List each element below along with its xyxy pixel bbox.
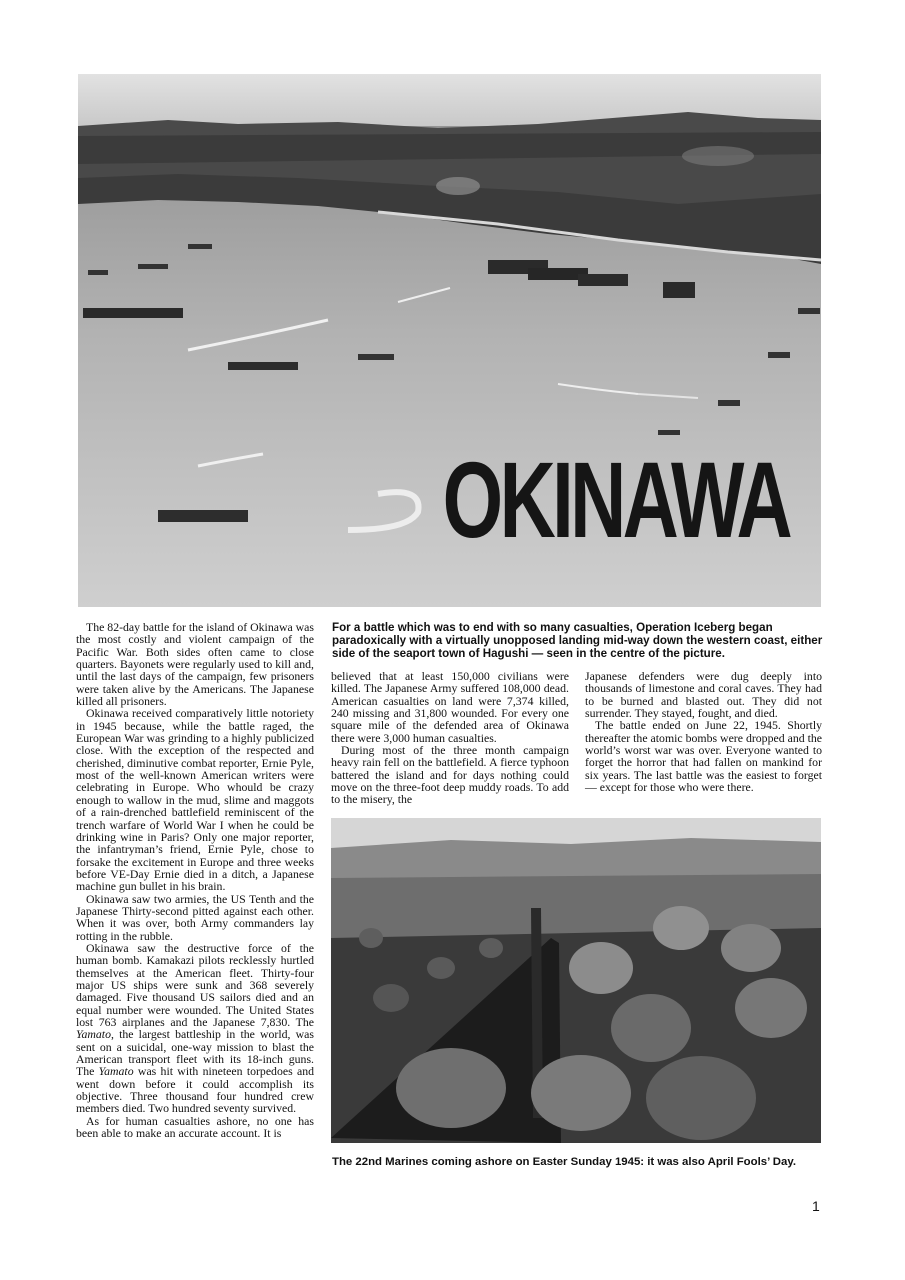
paragraph: During most of the three month campaign heavy rain fell on the battlefield. A fierce typhoon battered the island and for days nothing could move on the three-foot deep muddy roads. To add to the misery, the bbox=[331, 743, 569, 807]
paragraph: The battle ended on June 22, 1945. Shortly thereafter the atomic bombs were dropped and the world’s worst war was over. Everyone wanted to forget the horror that had fallen on mankind for six years. The last battle was the easiest to forget — except for those who were there. bbox=[585, 718, 822, 795]
marines-photo-caption: The 22nd Marines coming ashore on Easter Sunday 1945: it was also April Fools’ Day. bbox=[332, 1156, 796, 1168]
hero-photo-caption: For a battle which was to end with so many casualties, Operation Iceberg began paradoxically with a virtually unopposed landing mid-way down the western coast, either side of the seaport town of Hagushi — seen in the centre of the picture. bbox=[332, 621, 823, 660]
body-column-2 bbox=[331, 670, 569, 806]
paragraph: Okinawa saw two armies, the US Tenth and the Japanese Thirty-second pitted against each other. When it was over, both Army commanders lay rotting in the rubble. bbox=[76, 891, 314, 943]
paragraph-text: , the largest battleship in the world, was sent on a suicidal, one-way mission to blast the American transport fleet with its 18-inch guns. The bbox=[76, 1027, 314, 1079]
article-title: OKINAWA bbox=[442, 439, 789, 560]
marines-landing-photo bbox=[331, 818, 821, 1143]
body-column-3 bbox=[585, 670, 822, 793]
hero-photo bbox=[78, 74, 821, 607]
paragraph: As for human casualties ashore, no one has been able to make an accurate account. It is bbox=[76, 1113, 314, 1141]
ship-name: Yamato bbox=[76, 1027, 111, 1042]
paragraph-text: was hit with nineteen torpedoes and went down before it could accomplish its objective. Three thousand four hundred crew members died. Two hundred seventy survived. bbox=[76, 1064, 315, 1116]
body-column-1 bbox=[76, 621, 314, 1139]
paragraph: The 82-day battle for the island of Okinawa was the most costly and violent campaign of the Pacific War. Both sides often came to close quarters. Bayonets were regularly used to kill and, until the last days of the campaign, few prisoners were taken alive by the Americans. The Japanese killed all prisoners. bbox=[76, 620, 315, 709]
ship-name: Yamato bbox=[98, 1064, 134, 1079]
marines-landing-illustration bbox=[331, 818, 821, 1143]
page-number: 1 bbox=[812, 1198, 820, 1214]
paragraph: Japanese defenders were dug deeply into thousands of limestone and coral caves. They had to be burned and blasted out. They did not surrender. They stayed, fought, and died. bbox=[585, 669, 822, 721]
paragraph bbox=[76, 942, 314, 1115]
paragraph: believed that at least 150,000 civilians were killed. The Japanese Army suffered 108,000 dead. American casualties on land were 7,374 killed, 240 missing and 31,800 wounded. For every one square mile of the defended area of Okinawa there were 3,000 human casualties. bbox=[331, 669, 569, 745]
paragraph: Okinawa received comparatively little notoriety in 1945 because, while the battle raged, the European War was grinding to a highly publicized close. With the exception of the respected and cherished, diminutive combat reporter, Ernie Pyle, most of the well-known American writers were celebrating in Europe. Who whould be crazy enough to wallow in the mud, slime and maggots of a rain-drenched battlefield reminiscent of the trench warfare of World War I when he could be drinking wine in Paris? Only one major reporter, the infantryman’s friend, Ernie Pyle, chose to forsake the excitement in Europe and three weeks before VE-Day Ernie died in a ditch, a Japanese machine gun bullet in his brain. bbox=[76, 706, 315, 894]
paragraph-text: Okinawa saw the destructive force of the human bomb. Kamakazi pilots recklessly hurtled themselves at the American fleet. Thirty-four major US ships were sunk and 368 severely damaged. Five thousand US sailors died and an equal number were wounded. The United States lost 763 airplanes and the Japanese 7,830. The bbox=[76, 940, 314, 1029]
